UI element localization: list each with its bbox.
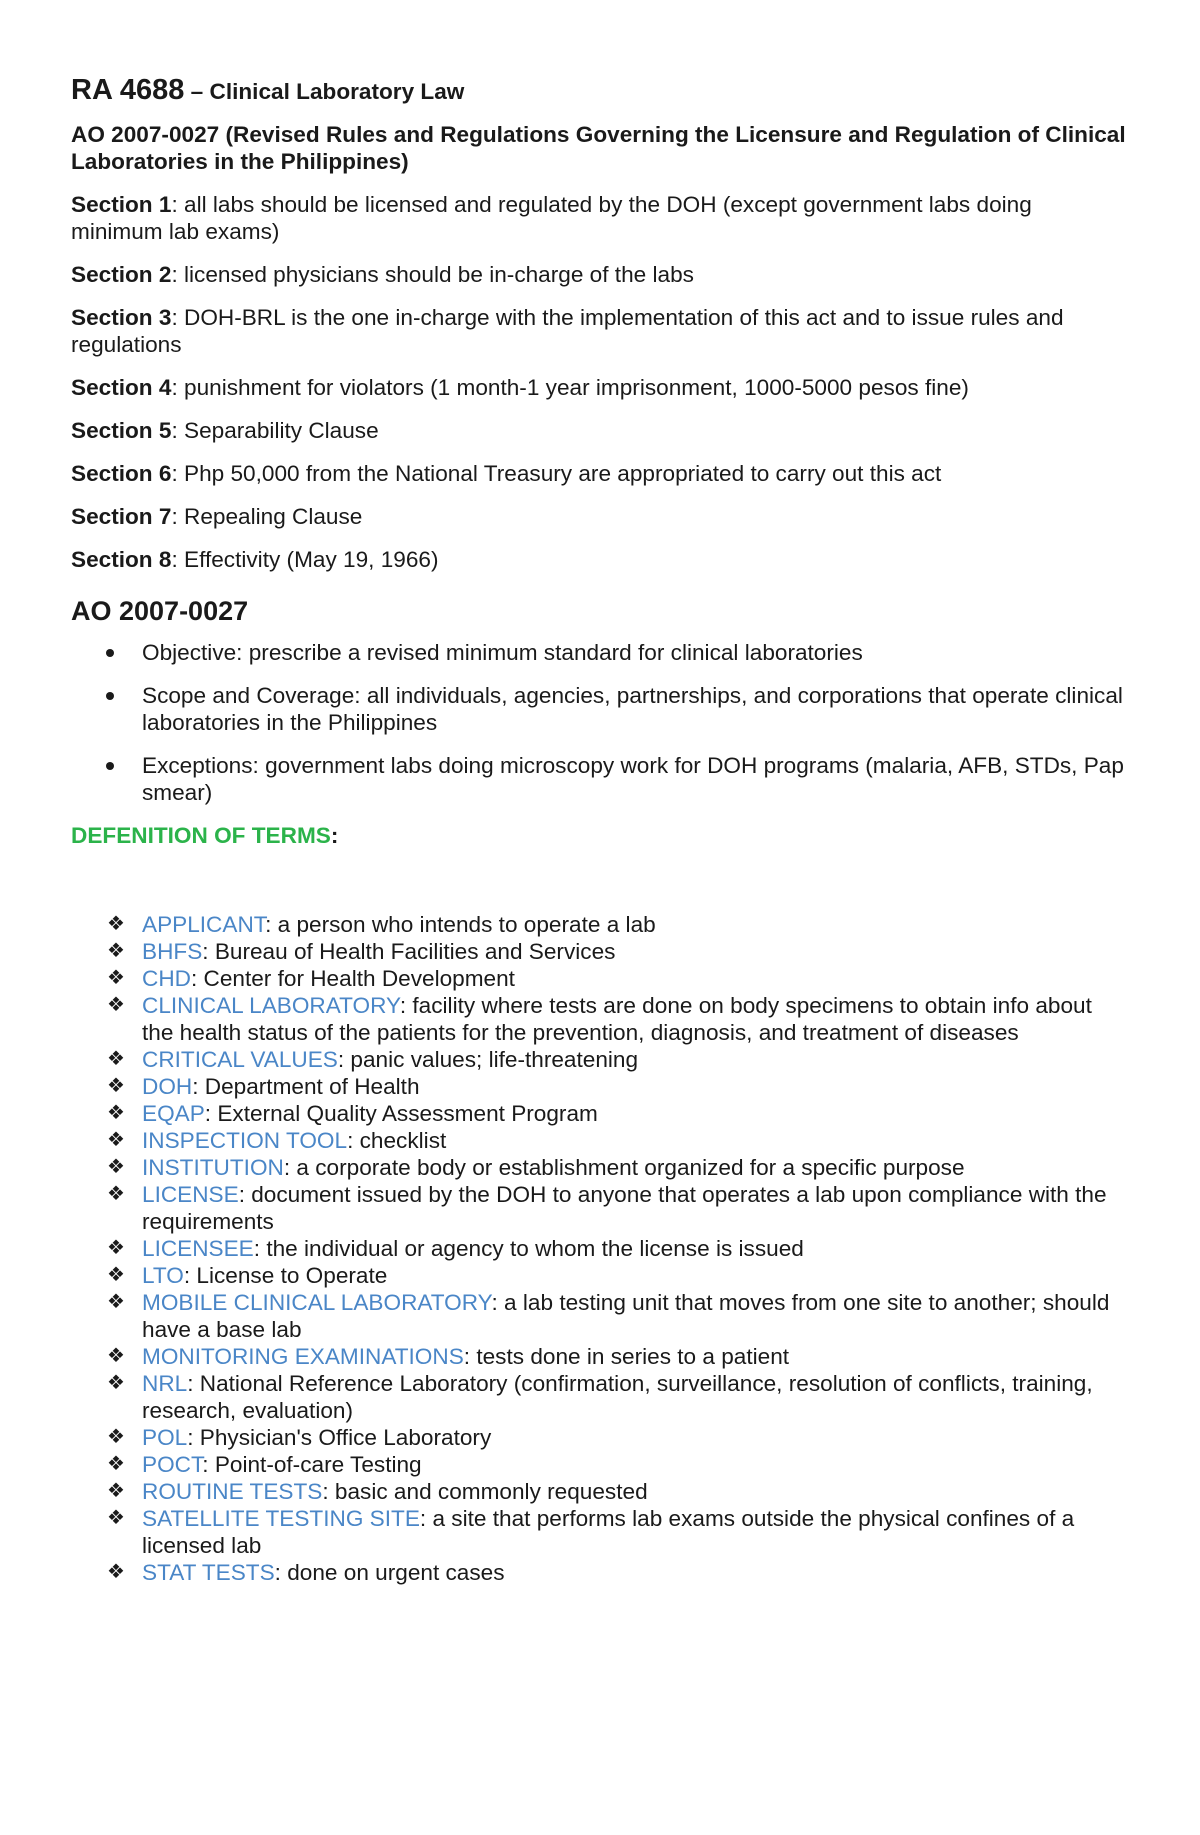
ao-bullet-text: Objective: prescribe a revised minimum standard for clinical laboratories <box>142 640 863 665</box>
diamond-bullet-icon: ❖ <box>107 1561 125 1583</box>
section-paragraph <box>71 503 1128 530</box>
section-label: Section 7 <box>71 504 172 529</box>
definition-term: SATELLITE TESTING SITE <box>142 1506 420 1531</box>
definition-term: CRITICAL VALUES <box>142 1047 338 1072</box>
definition-item <box>71 1343 1128 1370</box>
definition-item <box>71 1559 1128 1586</box>
section-label: Section 2 <box>71 262 172 287</box>
definition-term: MONITORING EXAMINATIONS <box>142 1344 464 1369</box>
definition-item <box>71 1127 1128 1154</box>
section-paragraph <box>71 460 1128 487</box>
diamond-bullet-icon: ❖ <box>107 1453 125 1475</box>
definitions-heading-text: DEFENITION OF TERMS <box>71 823 331 848</box>
definition-term: LICENSEE <box>142 1236 254 1261</box>
definition-item <box>71 938 1128 965</box>
definition-term: NRL <box>142 1371 188 1396</box>
section-paragraph <box>71 546 1128 573</box>
definition-item <box>71 1100 1128 1127</box>
definition-term: INSPECTION TOOL <box>142 1128 348 1153</box>
definition-term: MOBILE CLINICAL LABORATORY <box>142 1290 492 1315</box>
diamond-bullet-icon: ❖ <box>107 1507 125 1529</box>
title-subtitle: – Clinical Laboratory Law <box>184 79 465 104</box>
sections-list <box>71 191 1128 573</box>
definition-text: : License to Operate <box>183 1263 388 1288</box>
definition-item <box>71 992 1128 1046</box>
section-label: Section 5 <box>71 418 172 443</box>
definition-item <box>71 1154 1128 1181</box>
definition-text: : Point-of-care Testing <box>202 1452 422 1477</box>
definition-text: : a site that performs lab exams outside the physical confines of a licensed lab <box>142 1506 1075 1558</box>
section-text: : Repealing Clause <box>171 504 363 529</box>
definition-item <box>71 1289 1128 1343</box>
definition-term: DOH <box>142 1074 193 1099</box>
definition-item <box>71 1424 1128 1451</box>
diamond-bullet-icon: ❖ <box>107 1372 125 1394</box>
ao-full-title: AO 2007-0027 (Revised Rules and Regulations Governing the Licensure and Regulation of Clinical Laboratories in the Philippines) <box>71 122 1126 174</box>
definition-text: : checklist <box>347 1128 447 1153</box>
section-text: : Php 50,000 from the National Treasury are appropriated to carry out this act <box>171 461 942 486</box>
diamond-bullet-icon: ❖ <box>107 1426 125 1448</box>
ao-heading: AO 2007-0027 <box>71 596 249 626</box>
definitions-list <box>71 911 1128 1586</box>
definition-term: ROUTINE TESTS <box>142 1479 323 1504</box>
section-text: : DOH-BRL is the one in-charge with the implementation of this act and to issue rules and regulations <box>71 305 1064 357</box>
diamond-bullet-icon: ❖ <box>107 1345 125 1367</box>
diamond-bullet-icon: ❖ <box>107 1237 125 1259</box>
section-paragraph <box>71 191 1128 245</box>
diamond-bullet-icon: ❖ <box>107 967 125 989</box>
definition-term: LICENSE <box>142 1182 239 1207</box>
section-label: Section 4 <box>71 375 172 400</box>
section-text: : punishment for violators (1 month-1 year imprisonment, 1000-5000 pesos fine) <box>171 375 969 400</box>
definition-text: : a lab testing unit that moves from one site to another; should have a base lab <box>142 1290 1110 1342</box>
definition-term: POCT <box>142 1452 203 1477</box>
definition-text: : a person who intends to operate a lab <box>265 912 656 937</box>
diamond-bullet-icon: ❖ <box>107 1129 125 1151</box>
diamond-bullet-icon: ❖ <box>107 913 125 935</box>
bullet-dot-icon <box>106 649 114 657</box>
definition-item <box>71 1235 1128 1262</box>
definition-term: POL <box>142 1425 188 1450</box>
section-paragraph <box>71 374 1128 401</box>
definition-text: : External Quality Assessment Program <box>204 1101 598 1126</box>
definition-text: : National Reference Laboratory (confirmation, surveillance, resolution of conflicts, training, research, evaluation) <box>142 1371 1093 1423</box>
title-main: RA 4688 <box>71 74 185 106</box>
definition-item <box>71 1451 1128 1478</box>
diamond-bullet-icon: ❖ <box>107 1480 125 1502</box>
definition-term: STAT TESTS <box>142 1560 275 1585</box>
ao-bullet-item <box>71 682 1128 736</box>
section-text: : all labs should be licensed and regulated by the DOH (except government labs doing minimum lab exams) <box>71 192 1032 244</box>
diamond-bullet-icon: ❖ <box>107 1291 125 1313</box>
diamond-bullet-icon: ❖ <box>107 940 125 962</box>
bullet-dot-icon <box>106 692 114 700</box>
definition-text: : done on urgent cases <box>274 1560 505 1585</box>
definition-text: : basic and commonly requested <box>322 1479 648 1504</box>
definitions-heading-colon: : <box>330 823 339 848</box>
definition-term: INSTITUTION <box>142 1155 284 1180</box>
definition-text: : Center for Health Development <box>190 966 515 991</box>
section-paragraph <box>71 304 1128 358</box>
definition-text: : Physician's Office Laboratory <box>187 1425 492 1450</box>
diamond-bullet-icon: ❖ <box>107 1048 125 1070</box>
definition-text: : the individual or agency to whom the license is issued <box>253 1236 804 1261</box>
section-text: : licensed physicians should be in-charge of the labs <box>171 262 694 287</box>
definition-item <box>71 1262 1128 1289</box>
definition-item <box>71 1046 1128 1073</box>
diamond-bullet-icon: ❖ <box>107 1075 125 1097</box>
definition-item <box>71 1505 1128 1559</box>
section-text: : Separability Clause <box>171 418 379 443</box>
definition-term: BHFS <box>142 939 203 964</box>
definition-text: : Bureau of Health Facilities and Services <box>202 939 616 964</box>
section-label: Section 1 <box>71 192 172 217</box>
definition-item <box>71 1370 1128 1424</box>
document-title <box>71 72 1128 110</box>
ao-bullet-item <box>71 752 1128 806</box>
definition-term: LTO <box>142 1263 184 1288</box>
ao-bullet-item <box>71 639 1128 666</box>
diamond-bullet-icon: ❖ <box>107 1102 125 1124</box>
diamond-bullet-icon: ❖ <box>107 1264 125 1286</box>
definition-text: : a corporate body or establishment organized for a specific purpose <box>283 1155 965 1180</box>
section-paragraph <box>71 261 1128 288</box>
definition-text: : tests done in series to a patient <box>463 1344 790 1369</box>
section-paragraph <box>71 417 1128 444</box>
definition-text: : document issued by the DOH to anyone that operates a lab upon compliance with the requirements <box>142 1182 1107 1234</box>
definition-term: EQAP <box>142 1101 205 1126</box>
definitions-heading <box>71 822 1128 849</box>
definition-item <box>71 965 1128 992</box>
definition-item <box>71 1181 1128 1235</box>
definition-item <box>71 1073 1128 1100</box>
definition-text: : facility where tests are done on body specimens to obtain info about the health status of the patients for the prevention, diagnosis, and treatment of diseases <box>142 993 1092 1045</box>
section-label: Section 3 <box>71 305 172 330</box>
ao-bullet-text: Exceptions: government labs doing microscopy work for DOH programs (malaria, AFB, STDs, Pap smear) <box>142 753 1124 805</box>
definition-term: CHD <box>142 966 191 991</box>
definition-text: : panic values; life-threatening <box>337 1047 639 1072</box>
ao-bullet-list <box>71 639 1128 806</box>
section-text: : Effectivity (May 19, 1966) <box>171 547 439 572</box>
definition-term: CLINICAL LABORATORY <box>142 993 400 1018</box>
diamond-bullet-icon: ❖ <box>107 1156 125 1178</box>
ao-bullet-text: Scope and Coverage: all individuals, agencies, partnerships, and corporations that operate clinical laboratories in the Philippines <box>142 683 1123 735</box>
definition-term: APPLICANT <box>142 912 266 937</box>
section-label: Section 6 <box>71 461 172 486</box>
diamond-bullet-icon: ❖ <box>107 994 125 1016</box>
definition-item <box>71 1478 1128 1505</box>
section-label: Section 8 <box>71 547 172 572</box>
definition-text: : Department of Health <box>192 1074 420 1099</box>
bullet-dot-icon <box>106 762 114 770</box>
diamond-bullet-icon: ❖ <box>107 1183 125 1205</box>
definition-item <box>71 911 1128 938</box>
